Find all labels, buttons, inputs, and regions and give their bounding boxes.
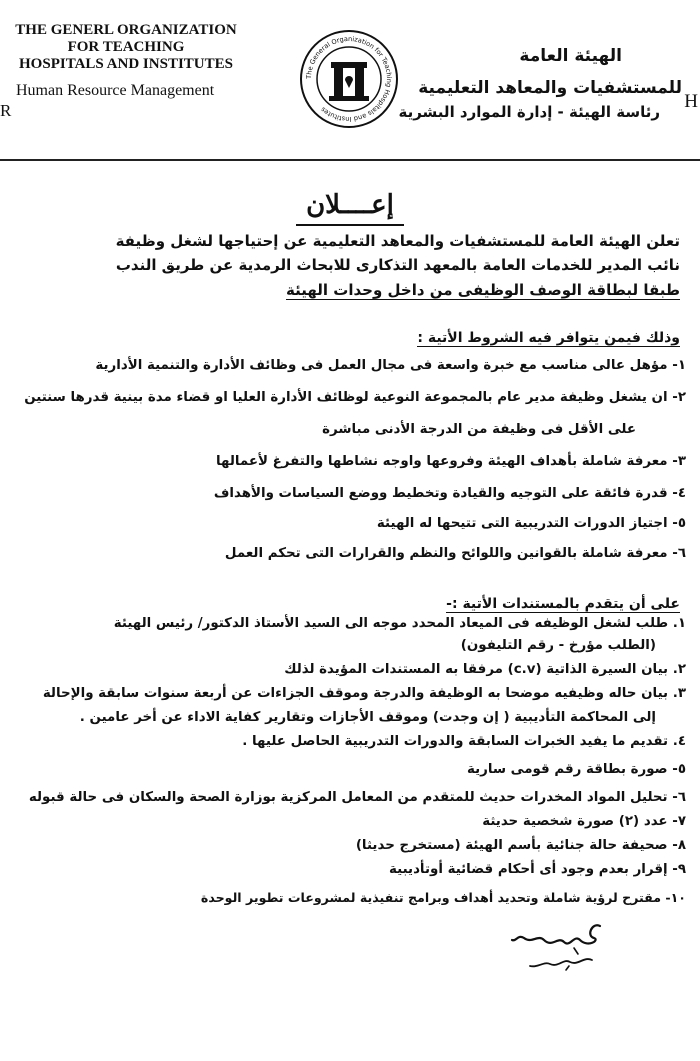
english-org-name bbox=[6, 22, 246, 73]
document-item: ٢. بيان السيرة الذاتية (c.v) مرفقا به المستندات المؤيدة لذلك bbox=[284, 662, 686, 677]
announcement-title bbox=[0, 190, 700, 220]
document-item-continuation: إلى المحاكمة التأديبية ( إن وجدت) وموقف الأجازات وتقارير كفاية الاداء عن أخر عامين . bbox=[79, 710, 656, 725]
documents-heading bbox=[446, 596, 680, 612]
english-org-line: FOR TEACHING bbox=[67, 39, 185, 55]
edge-letter-right: H bbox=[684, 91, 698, 112]
english-org-line: HOSPITALS AND INSTITUTES bbox=[19, 56, 233, 72]
announcement-title-text: إعــــلان bbox=[296, 190, 404, 226]
intro-line-text: طبقا لبطاقة الوصف الوظيفى من داخل وحدات الهيئة bbox=[286, 281, 680, 299]
condition-item: ٢- ان يشغل وظيفة مدير عام بالمجموعة النوعية لوظائف الأدارة العليا او قضاء مدة بينية قدرها سنتين bbox=[24, 390, 686, 405]
logo-seal-icon bbox=[298, 28, 400, 130]
document-item-continuation: (الطلب مؤرخ - رقم التليفون) bbox=[460, 638, 656, 653]
condition-item: ١- مؤهل عالى مناسب مع خبرة واسعة فى مجال العمل فى وظائف الأدارة والتنمية الأدارية bbox=[95, 358, 686, 373]
document-item: ٨- صحيفة حالة جنائية بأسم الهيئة (مستخرج حديثا) bbox=[355, 838, 686, 853]
logo-ring-text: The General Organization for Teaching Hospitals and Institutes bbox=[304, 34, 394, 124]
condition-item: ٣- معرفة شاملة بأهداف الهيئة وفروعها واوجه نشاطها والتفرغ لأعمالها bbox=[215, 454, 686, 469]
document-item: ٥- صورة بطاقة رقم قومى سارية bbox=[466, 762, 686, 777]
documents-heading-text: على أن يتقدم بالمستندات الأتية :- bbox=[446, 596, 680, 612]
document-item: ١٠- مقترح لرؤية شاملة وتحديد أهداف وبرامج تنفيذية لمشروعات تطوير الوحدة bbox=[200, 890, 686, 905]
condition-item-continuation: على الأقل فى وظيفة من الدرجة الأدنى مباشرة bbox=[322, 422, 636, 437]
header-divider bbox=[0, 159, 700, 161]
condition-item: ٥- اجتياز الدورات التدريبية التى تتيحها له الهيئة bbox=[376, 516, 686, 531]
condition-item: ٦- معرفة شاملة بالقوانين واللوائح والنظم والقرارات التى تحكم العمل bbox=[224, 546, 686, 561]
document-item: ٣. بيان حاله وظيفيه موضحا به الوظيفة والدرجة وموقف الجزاءات عن أربعة سنوات سابقة والإحالة bbox=[42, 686, 686, 701]
document-item: ١. طلب لشغل الوظيفه فى الميعاد المحدد موجه الى السيد الأستاذ الدكتور/ رئيس الهيئة bbox=[113, 616, 686, 631]
conditions-heading-text: وذلك فيمن يتوافر فيه الشروط الأتية : bbox=[417, 330, 680, 346]
arabic-department: رئاسة الهيئة - إدارة الموارد البشرية bbox=[398, 103, 660, 121]
conditions-heading bbox=[417, 330, 680, 346]
handwritten-signature bbox=[508, 918, 608, 980]
condition-item: ٤- قدرة فائقة على التوجيه والقيادة وتخطيط ووضع السياسات والأهداف bbox=[213, 486, 686, 501]
document-item: ٩- إقرار بعدم وجود أى أحكام قضائية أوتأديبية bbox=[388, 862, 686, 877]
document-item: ٧- عدد (٢) صورة شخصية حديثة bbox=[482, 814, 686, 829]
english-org-line: THE GENERL ORGANIZATION bbox=[15, 22, 237, 38]
english-department: Human Resource Management bbox=[16, 82, 215, 99]
intro-line-underlined bbox=[20, 281, 680, 299]
document-item: ٦- تحليل المواد المخدرات حديث للمتقدم من المعامل المركزية بوزارة الصحة والسكان فى حالة قبوله bbox=[28, 790, 686, 805]
signature-scribble-icon bbox=[508, 918, 608, 980]
arabic-org-name-line1: الهيئة العامة bbox=[519, 46, 622, 66]
intro-line: نائب المدير للخدمات العامة بالمعهد التذكارى للابحاث الرمدية عن طريق الندب bbox=[115, 256, 680, 274]
document-item: ٤. تقديم ما يفيد الخبرات السابقة والدورات التدريبية الحاصل عليها . bbox=[242, 734, 686, 749]
edge-letter-left: R bbox=[0, 101, 12, 120]
arabic-org-name-line2: للمستشفيات والمعاهد التعليمية bbox=[418, 78, 682, 98]
intro-line: تعلن الهيئة العامة للمستشفيات والمعاهد التعليمية عن إحتياجها لشغل وظيفة bbox=[115, 232, 680, 250]
organization-logo bbox=[298, 28, 400, 130]
